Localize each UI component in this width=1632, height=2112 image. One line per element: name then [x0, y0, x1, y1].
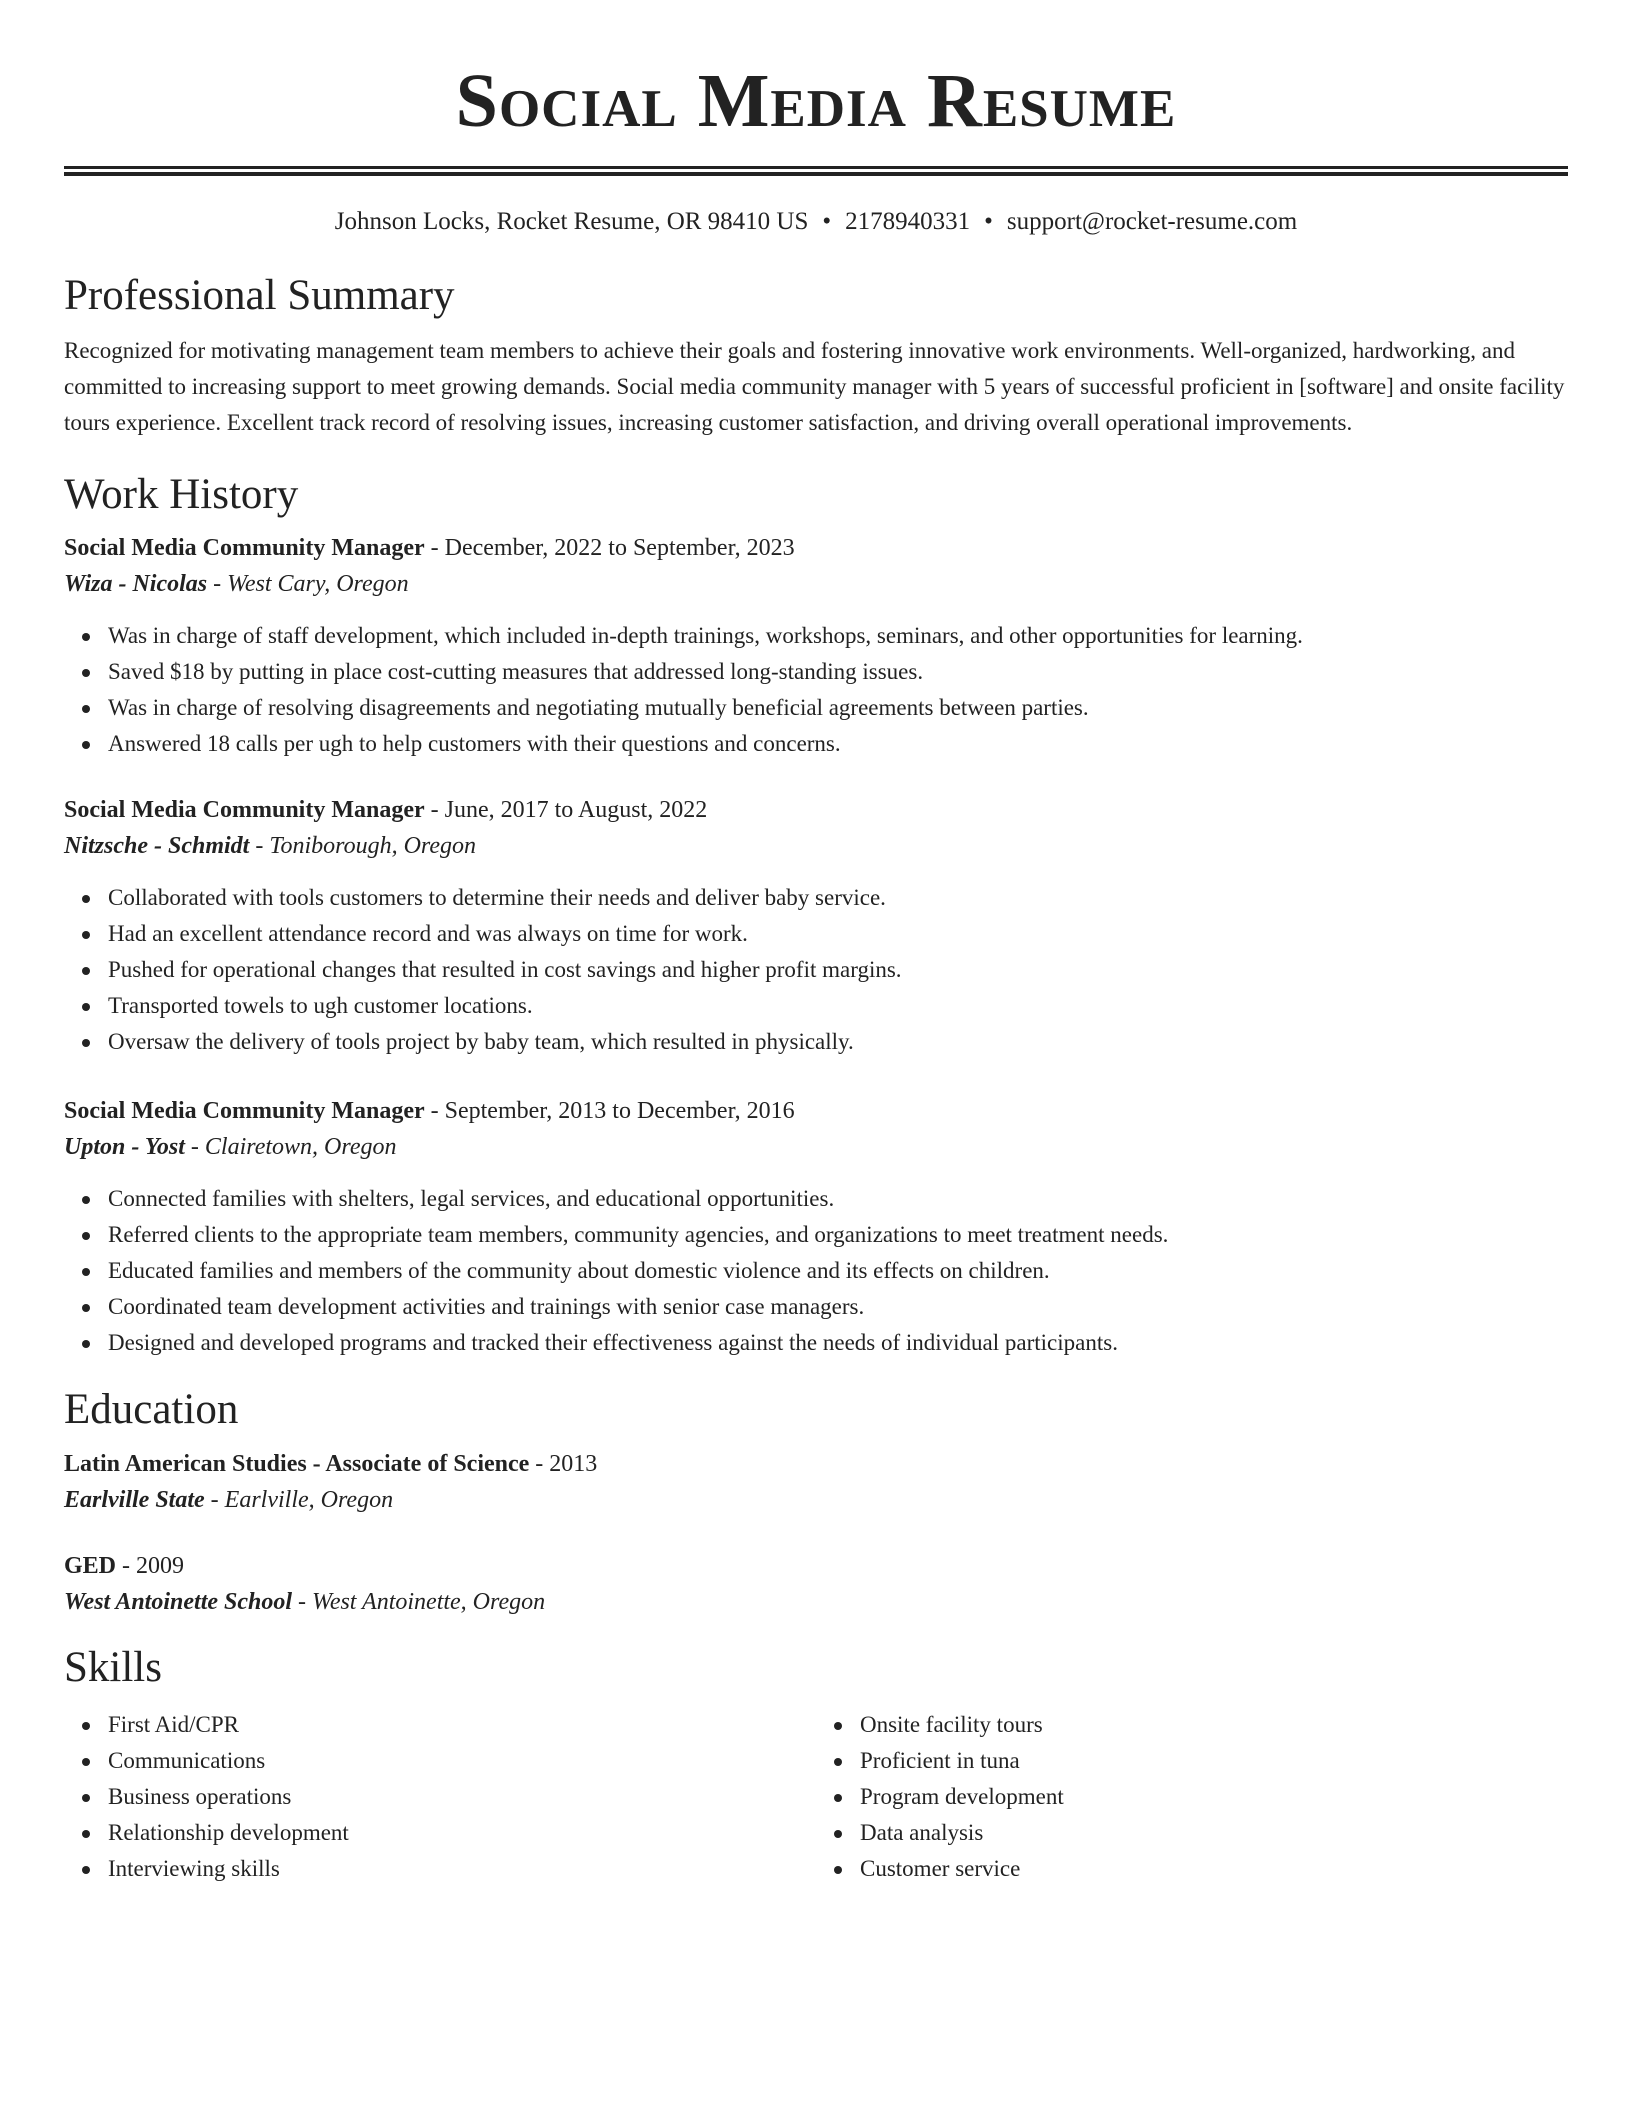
job-title: Social Media Community Manager: [64, 1098, 425, 1124]
job-duties-list: [64, 618, 1568, 762]
education-heading: Education: [64, 1386, 239, 1433]
job-duties-list: [64, 880, 1568, 1060]
skill-item: Interviewing skills: [108, 1851, 816, 1887]
skills-columns: [64, 1707, 1568, 1887]
resume-title: Social Media Resume: [455, 59, 1177, 143]
education-entry: [64, 1549, 1568, 1621]
contact-address: Johnson Locks, Rocket Resume, OR 98410 US: [334, 208, 809, 235]
list-item: Educated families and members of the community about domestic violence and its effects on children.: [108, 1253, 1568, 1289]
job-dates: - September, 2013 to December, 2016: [424, 1098, 795, 1124]
skill-item: Business operations: [108, 1779, 816, 1815]
job-company: Upton - Yost: [64, 1134, 185, 1160]
list-item: Designed and developed programs and tracked their effectiveness against the needs of individual participants.: [108, 1325, 1568, 1361]
list-item: Was in charge of resolving disagreements and negotiating mutually beneficial agreements between parties.: [108, 690, 1568, 726]
skills-heading: Skills: [64, 1644, 162, 1691]
education-school-line: [64, 1583, 1568, 1621]
contact-email: support@rocket-resume.com: [1006, 208, 1298, 235]
job-entry: [64, 1094, 1568, 1361]
education-school-line: [64, 1481, 1568, 1519]
job-company: Nitzsche - Schmidt: [64, 833, 250, 859]
job-title: Social Media Community Manager: [64, 535, 425, 561]
list-item: Had an excellent attendance record and was always on time for work.: [108, 916, 1568, 952]
education-degree: GED: [64, 1553, 117, 1579]
list-item: Collaborated with tools customers to determine their needs and deliver baby service.: [108, 880, 1568, 916]
job-company: Wiza - Nicolas: [64, 571, 208, 597]
job-dates: - June, 2017 to August, 2022: [424, 797, 708, 823]
summary-heading: Professional Summary: [64, 272, 455, 319]
job-entry: [64, 793, 1568, 1060]
skill-item: Proficient in tuna: [860, 1743, 1568, 1779]
job-header: [64, 531, 1568, 565]
contact-separator: •: [822, 208, 832, 235]
job-duties-list: [64, 1181, 1568, 1361]
job-employer-line: [64, 827, 1568, 865]
education-location: - Earlville, Oregon: [204, 1487, 394, 1513]
job-dates: - December, 2022 to September, 2023: [424, 535, 795, 561]
list-item: Coordinated team development activities and trainings with senior case managers.: [108, 1289, 1568, 1325]
list-item: Was in charge of staff development, which included in-depth trainings, workshops, seminars, and other opportunities for learning.: [108, 618, 1568, 654]
work-history-heading: Work History: [64, 471, 299, 518]
skill-item: Data analysis: [860, 1815, 1568, 1851]
summary-text: Recognized for motivating management team members to achieve their goals and fostering innovative work environments. Well-organized, hardworking, and committed to increasing support to meet growing demands. Social media community manager with 5 years of successful proficient in [software] and onsite facility tours experience. Excellent track record of resolving issues, increasing customer satisfaction, and driving overall operational improvements.: [64, 338, 1565, 435]
education-header: [64, 1549, 1568, 1583]
skills-list-right: [816, 1707, 1568, 1887]
job-location: - West Cary, Oregon: [207, 571, 409, 597]
job-header: [64, 1094, 1568, 1128]
job-location: - Clairetown, Oregon: [184, 1134, 397, 1160]
list-item: Connected families with shelters, legal services, and educational opportunities.: [108, 1181, 1568, 1217]
title-double-rule: [64, 166, 1568, 176]
contact-phone: 2178940331: [845, 208, 971, 235]
education-header: [64, 1447, 1568, 1481]
skill-item: Onsite facility tours: [860, 1707, 1568, 1743]
education-year: - 2009: [116, 1553, 185, 1579]
job-employer-line: [64, 1128, 1568, 1166]
list-item: Pushed for operational changes that resulted in cost savings and higher profit margins.: [108, 952, 1568, 988]
list-item: Saved $18 by putting in place cost-cutting measures that addressed long-standing issues.: [108, 654, 1568, 690]
education-school: Earlville State: [64, 1487, 205, 1513]
skills-list-left: [64, 1707, 816, 1887]
skill-item: Program development: [860, 1779, 1568, 1815]
skill-item: Relationship development: [108, 1815, 816, 1851]
skill-item: First Aid/CPR: [108, 1707, 816, 1743]
job-employer-line: [64, 565, 1568, 603]
job-location: - Toniborough, Oregon: [249, 833, 477, 859]
skill-item: Customer service: [860, 1851, 1568, 1887]
contact-separator: •: [984, 208, 993, 235]
education-school: West Antoinette School: [64, 1589, 293, 1615]
skill-item: Communications: [108, 1743, 816, 1779]
list-item: Transported towels to ugh customer locations.: [108, 988, 1568, 1024]
job-header: [64, 793, 1568, 827]
job-title: Social Media Community Manager: [64, 797, 425, 823]
education-degree: Latin American Studies - Associate of Science: [64, 1451, 530, 1477]
education-location: - West Antoinette, Oregon: [292, 1589, 546, 1615]
contact-line: [64, 207, 1568, 237]
list-item: Referred clients to the appropriate team members, community agencies, and organizations to meet treatment needs.: [108, 1217, 1568, 1253]
list-item: Answered 18 calls per ugh to help customers with their questions and concerns.: [108, 726, 1568, 762]
list-item: Oversaw the delivery of tools project by baby team, which resulted in physically.: [108, 1024, 1568, 1060]
education-year: - 2013: [529, 1451, 598, 1477]
job-entry: [64, 531, 1568, 762]
education-entry: [64, 1447, 1568, 1519]
